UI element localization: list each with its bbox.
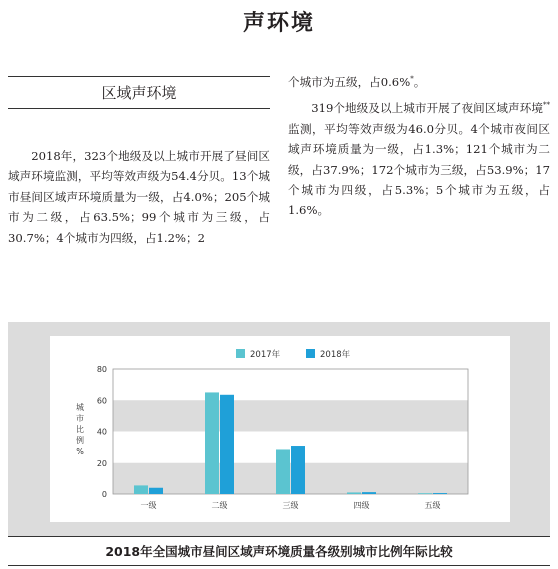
x-tick-label: 一级 (140, 501, 157, 510)
bar-2017 (418, 493, 432, 494)
bar-2018 (291, 446, 305, 494)
y-axis-label-char: 比 (76, 425, 84, 434)
section-title: 区域声环境 (101, 84, 177, 102)
legend-label: 2018年 (320, 350, 351, 360)
legend-label: 2017年 (250, 350, 281, 360)
nighttime-text-rest: 监测，平均等效声级为46.0分贝。4个城市夜间区域声环境质量为一级，占1.3%；121个城市为二级，占37.9%；172个城市为三级，占53.9%；17个城市为四级，占5.3%；5个城市为五级，占1.6%。 (288, 121, 550, 218)
y-tick-label: 40 (96, 427, 107, 437)
bar-2017 (276, 449, 290, 494)
y-axis-label-char: 城 (76, 403, 84, 412)
bar-2018 (149, 488, 163, 494)
right-column-text (288, 72, 550, 221)
y-tick-label: 80 (96, 365, 107, 374)
y-tick-label: 20 (96, 458, 107, 468)
legend-swatch (306, 349, 315, 358)
left-column-text (8, 146, 270, 248)
bar-2017 (205, 392, 219, 494)
bar-2018 (433, 493, 447, 494)
y-axis-label-char: 市 (76, 414, 84, 423)
continuation-end: 。 (413, 75, 426, 89)
nighttime-text-start: 319个地级及以上城市开展了夜间区域声环境 (311, 101, 543, 116)
x-tick-label: 四级 (353, 501, 370, 510)
figure-caption: 2018年全国城市昼间区域声环境质量各级别城市比例年际比较 (8, 536, 550, 566)
paragraph-daytime: 2018年，323个地级及以上城市开展了昼间区域声环境监测，平均等效声级为54.4分贝。13个城市昼间区域声环境质量为一级，占4.0%；205个城市为二级，占63.5%；99个城市为三级，占30.7%；4个城市为四级，占1.2%；2 (8, 149, 270, 245)
section-rule-top (8, 76, 270, 77)
grid-band (113, 400, 468, 431)
y-axis-label-char: % (76, 447, 84, 456)
legend-swatch (236, 349, 245, 358)
paragraph-nighttime (288, 98, 550, 220)
footnote-mark-double: ** (543, 101, 550, 110)
chart-panel (50, 336, 510, 522)
bar-2018 (362, 492, 376, 494)
y-tick-label: 60 (96, 396, 107, 406)
x-tick-label: 五级 (424, 501, 441, 510)
x-tick-label: 二级 (211, 501, 228, 510)
footnote-mark: * (410, 75, 414, 84)
bar-2018 (220, 395, 234, 494)
page-title: 声环境 (242, 11, 315, 36)
continuation-text: 个城市为五级，占0.6% (288, 75, 411, 89)
section-rule-bottom (8, 108, 270, 109)
bar-2017 (134, 485, 148, 494)
bar-2017 (347, 492, 361, 494)
x-tick-label: 三级 (282, 501, 299, 510)
y-axis-label-char: 例 (76, 436, 84, 445)
bar-chart (50, 336, 510, 522)
grid-band (113, 463, 468, 494)
y-tick-label: 0 (101, 490, 107, 499)
paragraph-continuation (288, 72, 550, 92)
